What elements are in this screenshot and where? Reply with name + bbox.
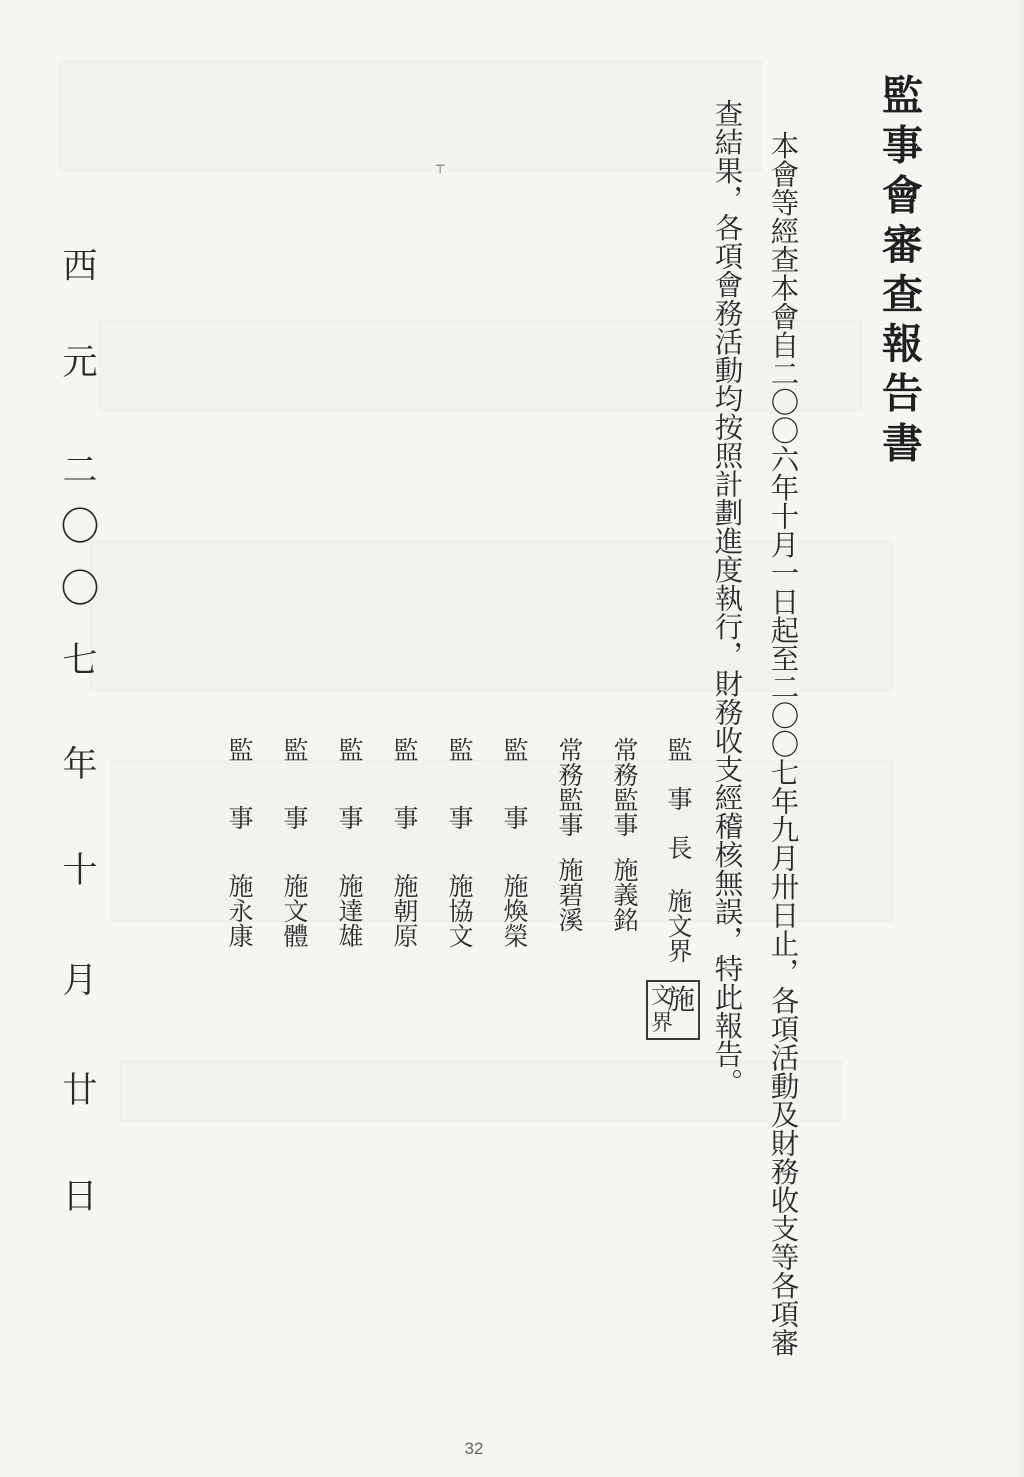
signatory-name: 施永康: [225, 873, 254, 948]
date-char: 西: [62, 247, 98, 287]
seal-char: 施: [666, 983, 695, 1016]
signatory-row: [612, 737, 637, 932]
signatory-name: 施文界: [664, 888, 693, 963]
signatory-row: [502, 737, 527, 948]
signatory-name: 施文體: [280, 873, 309, 948]
signatory-row: [227, 737, 252, 948]
signatory-name: 施碧溪: [555, 857, 584, 932]
signatory-row: [392, 737, 417, 948]
signatory-row: [666, 737, 691, 963]
seal-stamp: [646, 980, 700, 1040]
date-char: 十: [62, 851, 98, 891]
signatory-role: 監事: [445, 737, 474, 873]
date-char: 二: [62, 451, 98, 491]
date-char: 〇: [60, 505, 100, 550]
date-char: 七: [62, 641, 98, 681]
signatory-name: 施義銘: [610, 857, 639, 932]
show-through-block: [100, 320, 862, 412]
stray-mark: ┬: [436, 158, 445, 174]
signatory-role: 監事: [500, 737, 529, 873]
signatory-name: 施達雄: [335, 873, 364, 948]
signatory-role: 監事: [335, 737, 364, 873]
date-char: 年: [62, 745, 98, 785]
date-char: 〇: [60, 567, 100, 612]
signatory-row: [282, 737, 307, 948]
page-edge-shadow: [1016, 0, 1024, 1477]
signatory-name: 施朝原: [390, 873, 419, 948]
seal-char: 界: [651, 1011, 674, 1036]
show-through-block: [60, 60, 762, 172]
body-line-2: 查結果，各項會務活動均按照計劃進度執行，財務收支經稽核無誤，特此報告。: [710, 99, 744, 1097]
body-line-1: 本會等經查本會自二〇〇六年十月一日起至二〇〇七年九月卅日止，各項活動及財務收支等各項審: [766, 131, 800, 1357]
signatory-role: 監事: [390, 737, 419, 873]
signatory-row: [557, 737, 582, 932]
page-number: 32: [464, 1439, 484, 1458]
date-char: 元: [62, 343, 98, 383]
signatory-role: 監事: [280, 737, 309, 873]
page-title: 監事會審查報告書: [875, 74, 923, 471]
signatory-role: 監事: [225, 737, 254, 873]
signatory-role: 常務監事: [610, 737, 639, 837]
signatory-row: [337, 737, 362, 948]
date-char: 廿: [62, 1071, 98, 1111]
date-char: 日: [62, 1177, 98, 1217]
signatory-name: 施煥榮: [500, 873, 529, 948]
signatory-name: 施協文: [445, 873, 474, 948]
seal-char: 文: [651, 984, 674, 1009]
signatory-role: 監事長: [664, 737, 693, 884]
signatory-row: [447, 737, 472, 948]
signatory-role: 常務監事: [555, 737, 584, 837]
date-char: 月: [62, 961, 98, 1001]
